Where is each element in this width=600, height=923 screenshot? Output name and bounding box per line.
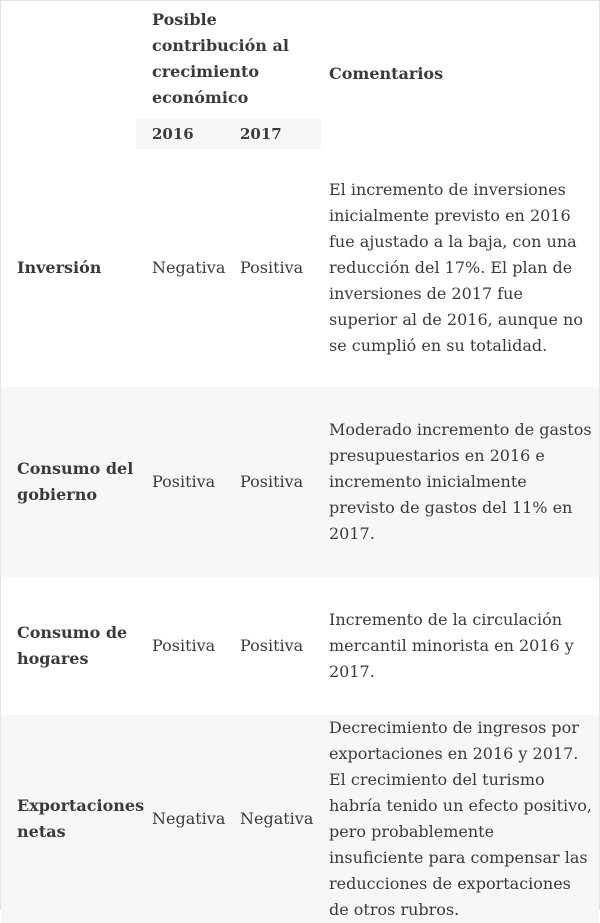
row-category: Inversión <box>17 258 102 277</box>
year-header-band <box>136 119 321 149</box>
header-empty-cell <box>1 1 136 119</box>
economic-contribution-table <box>1 1 599 923</box>
year-header-cell <box>136 119 321 149</box>
row-category: Consumo del gobierno <box>1 387 136 577</box>
year-2016-header: 2016 <box>152 125 194 143</box>
comments-header: Comentarios <box>329 64 444 83</box>
row-value-2017: Positiva <box>240 258 304 277</box>
row-comment: Incremento de la circulación mercantil minorista en 2016 y 2017. <box>329 610 574 681</box>
year-header-empty-cell <box>1 119 136 149</box>
row-category: Consumo de hogares <box>17 623 128 668</box>
row-comment: Decrecimiento de ingresos por exportaciones en 2016 y 2017. El crecimiento del turismo habría tenido un efecto positivo, pero probablemente insuficiente para compensar las reducciones de exportaciones de otros rubros. <box>321 715 599 923</box>
row-category: Exportaciones netas <box>1 715 136 923</box>
row-value-2016: Negativa <box>152 258 226 277</box>
table-row-consumo-gobierno <box>1 387 599 577</box>
table-row-exportaciones <box>1 715 599 923</box>
row-value-2016: Negativa <box>136 715 224 923</box>
row-value-2017: Negativa <box>224 715 321 923</box>
table-row-consumo-hogares <box>1 577 599 715</box>
row-value-2017: Positiva <box>240 636 304 655</box>
contribution-header <box>136 1 321 119</box>
row-value-2016: Positiva <box>152 636 216 655</box>
row-comment: El incremento de inversiones inicialmente previsto en 2016 fue ajustado a la baja, con una reducción del 17%. El plan de inversiones de 2017 fue superior al de 2016, aunque no se cumplió en su totalidad. <box>329 180 583 355</box>
row-value-2017: Positiva <box>224 387 321 577</box>
row-value-2016: Positiva <box>136 387 224 577</box>
row-comment: Moderado incremento de gastos presupuestarios en 2016 e incremento inicialmente previsto de gastos del 11% en 2017. <box>321 387 599 577</box>
contribution-header-label: Posible contribución al crecimiento económico <box>152 10 289 107</box>
table-row-inversion <box>1 149 599 387</box>
year-2017-header: 2017 <box>240 125 282 143</box>
header-row <box>1 1 599 119</box>
